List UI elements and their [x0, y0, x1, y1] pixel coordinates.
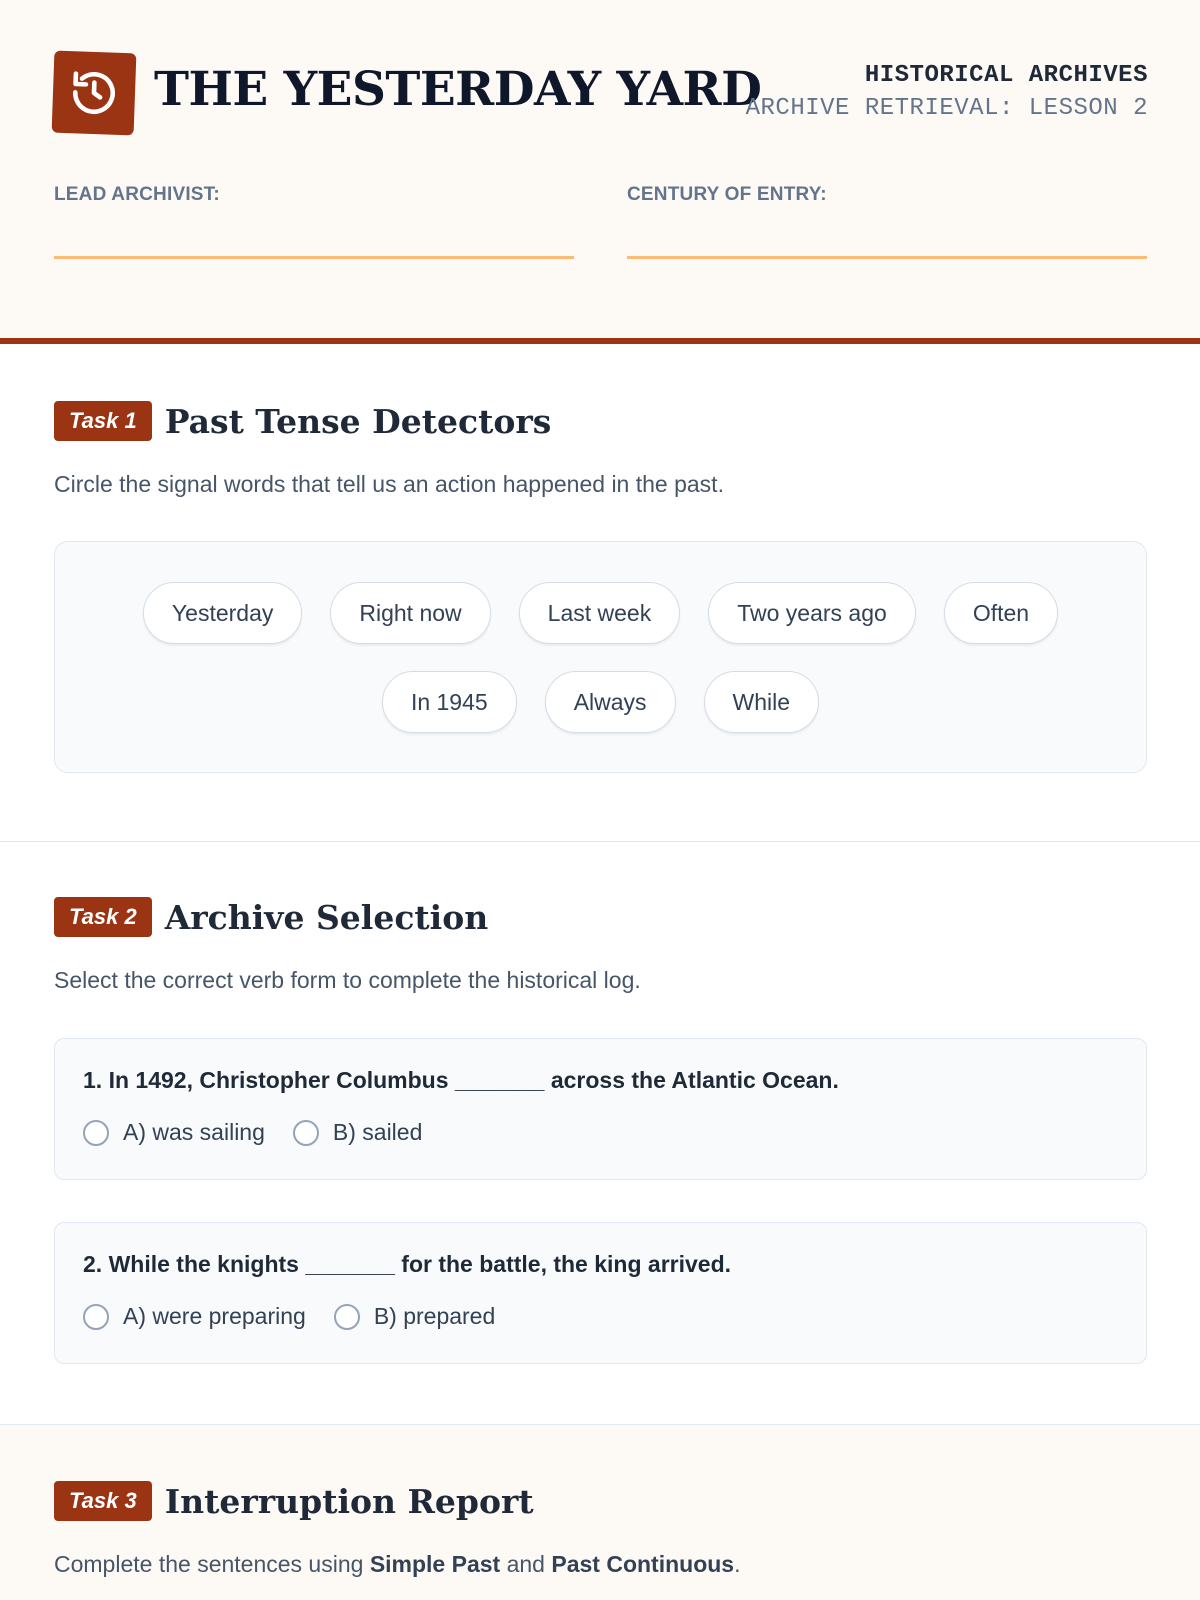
- task1-instruction: Circle the signal words that tell us an action happened in the past.: [54, 471, 724, 497]
- question-card-1: [54, 1038, 1147, 1180]
- option-label: B) sailed: [332, 1119, 423, 1145]
- option-a[interactable]: [83, 1119, 265, 1146]
- option-a[interactable]: [83, 1303, 306, 1330]
- century-input-line[interactable]: [627, 256, 1147, 259]
- lead-archivist-label: LEAD ARCHIVIST:: [54, 184, 220, 205]
- word-pill[interactable]: Two years ago: [708, 582, 916, 644]
- archive-name: HISTORICAL ARCHIVES: [864, 62, 1148, 89]
- word-pill[interactable]: In 1945: [382, 671, 517, 733]
- task2-heading: [54, 897, 488, 937]
- option-label: A) were preparing: [123, 1303, 306, 1329]
- header-meta: [746, 62, 1148, 122]
- task3-title: Interruption Report: [164, 1481, 534, 1521]
- lead-archivist-field[interactable]: [54, 184, 574, 259]
- question-options: [83, 1119, 422, 1146]
- task2-instruction: Select the correct verb form to complete the historical log.: [54, 967, 641, 993]
- word-pill[interactable]: Always: [545, 671, 676, 733]
- word-pill[interactable]: Last week: [519, 582, 681, 644]
- question-text: 1. In 1492, Christopher Columbus _______ across the Atlantic Ocean.: [83, 1067, 839, 1093]
- task3-badge: Task 3: [54, 1481, 152, 1521]
- lead-archivist-input-line[interactable]: [54, 256, 574, 259]
- site-title: THE YESTERDAY YARD: [154, 62, 762, 117]
- instruction-text: and: [500, 1551, 552, 1577]
- option-label: B) prepared: [373, 1303, 496, 1329]
- instruction-emphasis: Simple Past: [369, 1551, 501, 1577]
- word-pill[interactable]: While: [704, 671, 820, 733]
- task3-heading: [54, 1481, 534, 1521]
- option-b[interactable]: [293, 1119, 422, 1146]
- task3-instruction: [54, 1551, 740, 1578]
- word-pill[interactable]: Yesterday: [143, 582, 302, 644]
- radio-button[interactable]: [293, 1120, 319, 1146]
- task3-section: [0, 1425, 1200, 1600]
- lesson-label: ARCHIVE RETRIEVAL: LESSON 2: [745, 95, 1148, 122]
- signal-words-box: [54, 541, 1147, 773]
- century-field[interactable]: [627, 184, 1147, 259]
- radio-button[interactable]: [83, 1120, 109, 1146]
- question-card-2: [54, 1222, 1147, 1364]
- radio-button[interactable]: [83, 1304, 109, 1330]
- worksheet-header: [0, 0, 1200, 344]
- instruction-text: .: [734, 1551, 741, 1577]
- word-pill[interactable]: Right now: [330, 582, 490, 644]
- signal-words-row-1: [55, 582, 1146, 644]
- task1-heading: [54, 401, 551, 441]
- signal-words-row-2: [55, 671, 1146, 733]
- option-label: A) was sailing: [123, 1119, 265, 1145]
- instruction-emphasis: Past Continuous: [551, 1551, 735, 1577]
- logo: [52, 51, 137, 136]
- question-text: 2. While the knights _______ for the battle, the king arrived.: [83, 1251, 732, 1277]
- century-label: CENTURY OF ENTRY:: [627, 184, 827, 205]
- radio-button[interactable]: [334, 1304, 360, 1330]
- task1-badge: Task 1: [54, 401, 152, 441]
- question-options: [83, 1303, 495, 1330]
- task2-badge: Task 2: [54, 897, 152, 937]
- word-pill[interactable]: Often: [944, 582, 1058, 644]
- task1-title: Past Tense Detectors: [164, 401, 552, 441]
- option-b[interactable]: [334, 1303, 495, 1330]
- task2-title: Archive Selection: [164, 897, 489, 937]
- history-clock-icon: [68, 67, 120, 119]
- task1-section: [0, 344, 1200, 842]
- task2-section: [0, 842, 1200, 1425]
- instruction-text: Complete the sentences using: [54, 1551, 370, 1577]
